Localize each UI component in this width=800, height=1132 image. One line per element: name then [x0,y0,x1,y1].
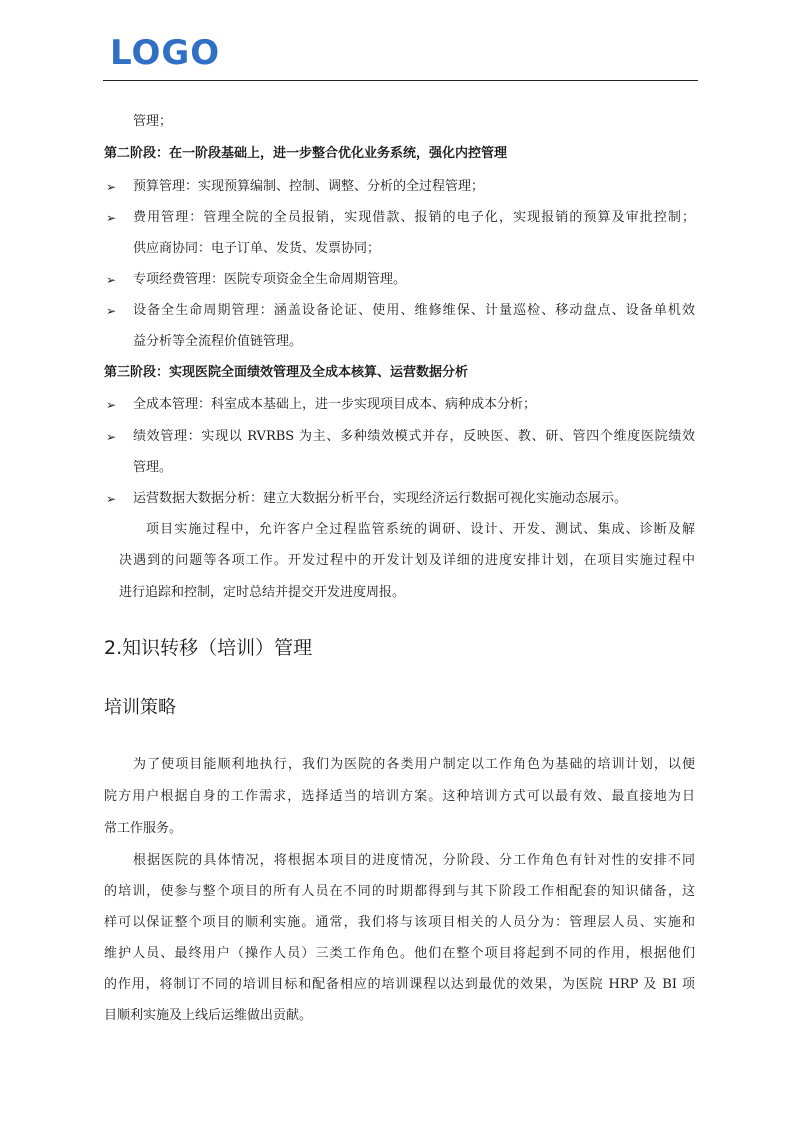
stage3-item-cont: 管理。 [133,460,173,475]
paragraph-line: 为了使项目能顺利地执行，我们为医院的各类用户制定以工作角色为基础的培训计划，以便 [133,757,695,772]
bullet-icon: ➢ [106,398,117,412]
subsection-heading: 培训策略 [104,697,176,718]
paragraph-line: 院方用户根据自身的工作需求，选择适当的培训方案。这种培训方式可以最有效、最直接地为日 [104,789,695,804]
stage3-item: 绩效管理：实现以 RVRBS 为主、多种绩效模式并存，反映医、教、研、管四个维度医院绩效 [133,429,695,444]
bullet-icon: ➢ [106,273,117,287]
paragraph-line: 的培训，使参与整个项目的所有人员在不同的时期都得到与其下阶段工作相配套的知识储备，这 [104,884,695,899]
stage2-item-cont: 益分析等全流程价值链管理。 [133,334,303,349]
stage2-item: 费用管理：管理全院的全员报销，实现借款、报销的电子化，实现报销的预算及审批控制； [133,210,695,225]
impl-paragraph-line: 项目实施过程中，允许客户全过程监管系统的调研、设计、开发、测试、集成、诊断及解 [146,522,695,537]
stage3-item: 运营数据大数据分析：建立大数据分析平台，实现经济运行数据可视化实施动态展示。 [133,491,628,506]
paragraph-line: 维护人员、最终用户（操作人员）三类工作角色。他们在整个项目将起到不同的作用，根据他们 [104,946,695,961]
stage3-title: 第三阶段：实现医院全面绩效管理及全成本核算、运营数据分析 [104,365,469,380]
stage2-title: 第二阶段：在一阶段基础上，进一步整合优化业务系统，强化内控管理 [104,146,508,161]
stage2-item: 预算管理：实现预算编制、控制、调整、分析的全过程管理； [133,179,485,194]
stage2-item: 专项经费管理：医院专项资金全生命周期管理。 [133,272,407,287]
bullet-icon: ➢ [106,430,117,444]
paragraph-line: 根据医院的具体情况，将根据本项目的进度情况，分阶段、分工作角色有针对性的安排不同 [133,853,695,868]
paragraph-line: 样可以保证整个项目的顺利实施。通常，我们将与该项目相关的人员分为：管理层人员、实施和 [104,915,695,930]
section-heading: 2.知识转移（培训）管理 [104,637,313,659]
carry-over-text: 管理； [133,114,173,129]
bullet-icon: ➢ [106,492,117,506]
bullet-icon: ➢ [106,211,117,225]
bullet-icon: ➢ [106,180,117,194]
paragraph-line: 目顺利实施及上线后运维做出贡献。 [104,1008,313,1023]
logo: LOGO [110,33,221,73]
stage2-item: 设备全生命周期管理：涵盖设备论证、使用、维修维保、计量巡检、移动盘点、设备单机效 [133,303,695,318]
paragraph-line: 的作用，将制订不同的培训目标和配备相应的培训课程以达到最优的效果，为医院 HRP 及 BI 项 [104,977,695,992]
impl-paragraph-line: 进行追踪和控制，定时总结并提交开发进度周报。 [119,585,406,600]
header-divider [103,80,698,81]
paragraph-line: 常工作服务。 [104,821,183,836]
impl-paragraph-line: 决遇到的问题等各项工作。开发过程中的开发计划及详细的进度安排计划，在项目实施过程中 [119,553,695,568]
stage3-item: 全成本管理：科室成本基础上，进一步实现项目成本、病种成本分析； [133,397,537,412]
bullet-icon: ➢ [106,304,117,318]
stage2-item-cont: 供应商协同：电子订单、发货、发票协同； [133,241,381,256]
